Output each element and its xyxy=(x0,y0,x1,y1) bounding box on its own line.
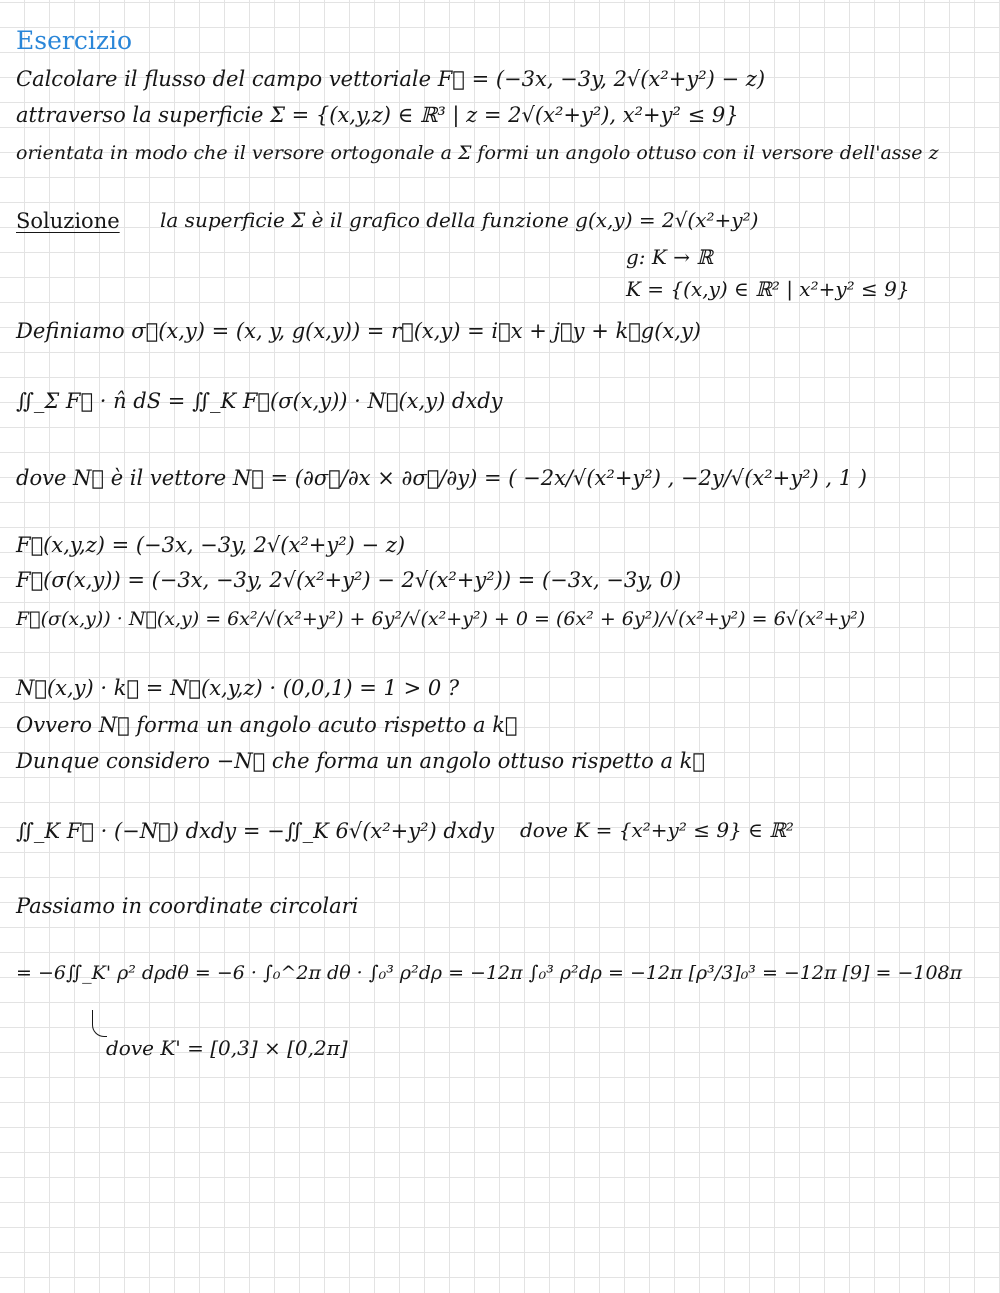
step-field-on-surface: F⃗(σ(x,y)) = (−3x, −3y, 2√(x²+y²) − 2√(x²+y²)) = (−3x, −3y, 0) xyxy=(16,568,682,592)
step-dot-product: F⃗(σ(x,y)) · N⃗(x,y) = 6x²/√(x²+y²) + 6y²/√(x²+y²) + 0 = (6x² + 6y²)/√(x²+y²) = 6√(x²+y²) xyxy=(16,608,866,630)
step-flux-integral: ∬_Σ F⃗ · n̂ dS = ∬_K F⃗(σ(x,y)) · N⃗(x,y) dxdy xyxy=(16,389,503,413)
step-orientation-check: N⃗(x,y) · k⃗ = N⃗(x,y,z) · (0,0,1) = 1 > 0 ? xyxy=(16,676,460,700)
step-final-result: = −6∬_K' ρ² dρdθ = −6 · ∫₀^2π dθ · ∫₀³ ρ²dρ = −12π ∫₀³ ρ²dρ = −12π [ρ³/3]₀³ = −12π [9] = −108π xyxy=(16,962,963,984)
curved-arrow-icon xyxy=(92,1010,107,1037)
heading: Esercizio xyxy=(16,26,133,55)
problem-line-1: Calcolare il flusso del campo vettoriale F⃗ = (−3x, −3y, 2√(x²+y²) − z) xyxy=(16,67,766,91)
step-parametrization: Definiamo σ⃗(x,y) = (x, y, g(x,y)) = r⃗(x,y) = i⃗x + j⃗y + k⃗g(x,y) xyxy=(16,319,702,343)
step-field: F⃗(x,y,z) = (−3x, −3y, 2√(x²+y²) − z) xyxy=(16,533,406,557)
step-acute-angle: Ovvero N⃗ forma un angolo acuto rispetto a k⃗ xyxy=(16,713,518,737)
problem-line-2: attraverso la superficie Σ = {(x,y,z) ∈ ℝ³ | z = 2√(x²+y²), x²+y² ≤ 9} xyxy=(16,103,739,127)
problem-line-3: orientata in modo che il versore ortogonale a Σ formi un angolo ottuso con il versore dell'asse z xyxy=(16,142,939,164)
step-obtuse-angle: Dunque considero −N⃗ che forma un angolo ottuso rispetto a k⃗ xyxy=(16,749,705,773)
domain-note: dove K = {x²+y² ≤ 9} ∈ ℝ² xyxy=(520,818,794,842)
domain-def-2: K = {(x,y) ∈ ℝ² | x²+y² ≤ 9} xyxy=(626,277,910,301)
solution-intro: la superficie Σ è il grafico della funzione g(x,y) = 2√(x²+y²) xyxy=(160,208,759,232)
step-polar-coordinates: Passiamo in coordinate circolari xyxy=(16,894,359,918)
final-note: dove K' = [0,3] × [0,2π] xyxy=(106,1036,348,1060)
domain-def-1: g: K → ℝ xyxy=(626,245,713,269)
step-reoriented-integral: ∬_K F⃗ · (−N⃗) dxdy = −∬_K 6√(x²+y²) dxdy xyxy=(16,819,494,843)
solution-label: Soluzione xyxy=(16,209,120,233)
step-normal-vector: dove N⃗ è il vettore N⃗ = (∂σ⃗/∂x × ∂σ⃗/∂y) = ( −2x/√(x²+y²) , −2y/√(x²+y²) , 1 ) xyxy=(16,466,867,490)
